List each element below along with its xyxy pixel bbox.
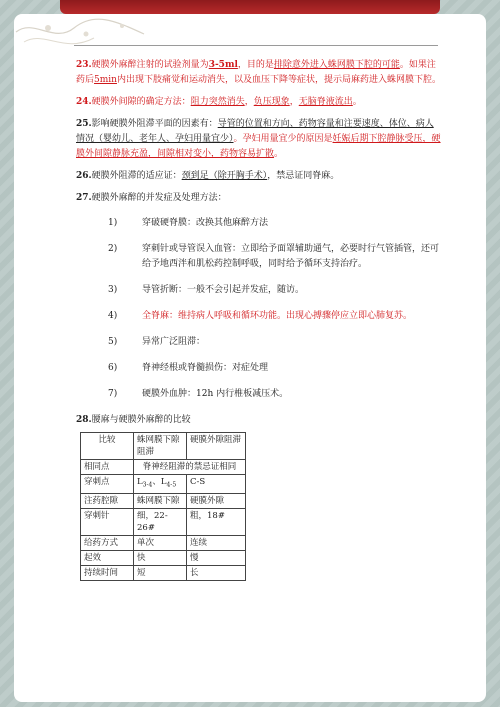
table-header-cell: 蛛网膜下隙阻滞	[134, 433, 187, 460]
table-cell: 蛛网膜下隙	[134, 493, 187, 508]
item-26	[76, 169, 442, 184]
table-cell: 单次	[134, 535, 187, 550]
table-row	[81, 475, 246, 494]
item-number: 26.	[76, 171, 92, 181]
table-row	[81, 493, 246, 508]
text: 颈到足（除开胸手术）	[181, 171, 268, 181]
text: 妊娠后期下腔静脉受压，硬膜外间隙静脉充盈，间隙相对变小，药物容易扩散	[76, 134, 441, 159]
text: ，	[244, 97, 254, 107]
list-item	[76, 361, 442, 376]
list-item	[76, 242, 442, 272]
table-cell: 长	[187, 565, 246, 580]
list-text: 穿破硬脊膜：改换其他麻醉方法	[142, 218, 269, 228]
text: 内出现下肢痛觉和运动消失，以及血压下降等症状，提示局麻药进入蛛网膜下腔。	[116, 75, 441, 85]
table-cell: 穿刺针	[81, 508, 134, 535]
list-number: 2)	[108, 244, 118, 254]
table-cell: 快	[134, 550, 187, 565]
table-header-cell: 硬膜外隙阻滞	[187, 433, 246, 460]
text: 硬膜外麻醉注射的试验剂量为	[91, 60, 209, 70]
text: 负压现象	[253, 97, 290, 107]
table-cell: 短	[134, 565, 187, 580]
table-cell: 给药方式	[81, 535, 134, 550]
list-text: 穿刺针或导管误入血管：立即给予面罩辅助通气，必要时行气管插管，还可给予地西泮和肌松药控制呼吸，同时给予循环支持治疗。	[142, 244, 440, 269]
complication-list	[76, 216, 442, 402]
text: 硬膜外阻滞的适应证：	[91, 171, 182, 181]
list-number: 1)	[108, 218, 118, 228]
document-body	[76, 58, 442, 581]
top-banner	[60, 0, 440, 14]
table-cell: 硬膜外隙	[187, 493, 246, 508]
item-number: 28.	[76, 415, 92, 425]
list-item	[76, 283, 442, 298]
text: 硬膜外麻醉的并发症及处理方法：	[91, 193, 227, 203]
item-25	[76, 117, 442, 162]
table-cell: 脊神经阻滞的禁忌证相同	[134, 460, 246, 475]
header-rule	[74, 45, 438, 46]
list-item	[76, 216, 442, 231]
table-row	[81, 550, 246, 565]
text: ，目的是	[237, 60, 274, 70]
table-cell	[134, 475, 187, 494]
list-number: 6)	[108, 363, 118, 373]
table-row	[81, 460, 246, 475]
text: ，	[289, 97, 299, 107]
item-28-title	[76, 413, 442, 428]
list-number: 4)	[108, 311, 118, 321]
table-row	[81, 565, 246, 580]
text: 5min	[94, 75, 117, 85]
list-item	[76, 387, 442, 402]
item-27-title	[76, 191, 442, 206]
table-cell: 慢	[187, 550, 246, 565]
subscript: 3-4	[142, 481, 153, 489]
item-number: 27.	[76, 193, 92, 203]
subscript: 4-5	[166, 481, 177, 489]
text: L	[137, 477, 143, 487]
table-cell: 相同点	[81, 460, 134, 475]
text: 。	[352, 97, 362, 107]
list-text: 脊神经根或脊髓损伤：对症处理	[142, 363, 269, 373]
text: 3-5ml	[208, 60, 238, 70]
item-24	[76, 95, 442, 110]
table-row	[81, 535, 246, 550]
text: 。	[274, 149, 284, 159]
list-text: 全脊麻：维持病人呼吸和循环功能。出现心搏骤停应立即心肺复苏。	[142, 311, 413, 321]
document-card	[14, 14, 486, 702]
item-23	[76, 58, 442, 88]
text: 无脑脊液流出	[298, 97, 353, 107]
table-cell: 连续	[187, 535, 246, 550]
table-row	[81, 508, 246, 535]
list-number: 5)	[108, 337, 118, 347]
table-cell: C-S	[187, 475, 246, 494]
table-header-row	[81, 433, 246, 460]
table-cell: 穿刺点	[81, 475, 134, 494]
text: 排除意外进入蛛网膜下腔的可能	[273, 60, 400, 70]
list-item	[76, 335, 442, 350]
table-cell: 粗，18#	[187, 508, 246, 535]
text: 影响硬膜外阻滞平面的因素有：	[91, 119, 218, 129]
table-cell: 细，22-26#	[134, 508, 187, 535]
item-number: 23.	[76, 60, 92, 70]
list-item	[76, 309, 442, 324]
text: 。孕妇用量宜少的原因是	[233, 134, 333, 144]
table-cell: 持续时间	[81, 565, 134, 580]
list-number: 3)	[108, 285, 118, 295]
text: 阻力突然消失	[190, 97, 245, 107]
comparison-table	[80, 432, 246, 581]
list-text: 异常广泛阻滞：	[142, 337, 206, 347]
list-text: 硬膜外血肿：12h 内行椎板减压术。	[142, 389, 289, 399]
table-header-cell: 比较	[81, 433, 134, 460]
table-cell: 注药腔隙	[81, 493, 134, 508]
table-cell: 起效	[81, 550, 134, 565]
text: ，禁忌证同脊麻。	[267, 171, 340, 181]
text: 导管的位置和方向、药物容量和注要速度、体位、病人情况（婴幼儿、老年人、孕妇用量宜少）	[76, 119, 434, 144]
text: 、L	[152, 477, 167, 487]
item-number: 24.	[76, 97, 92, 107]
floral-ornament-icon	[14, 14, 164, 64]
text: 。如果注药后	[76, 60, 436, 85]
text: 腰麻与硬膜外麻醉的比较	[91, 415, 191, 425]
item-number: 25.	[76, 119, 92, 129]
list-text: 导管折断：一般不会引起并发症，随访。	[142, 285, 305, 295]
text: 硬膜外间隙的确定方法：	[91, 97, 191, 107]
list-number: 7)	[108, 389, 118, 399]
